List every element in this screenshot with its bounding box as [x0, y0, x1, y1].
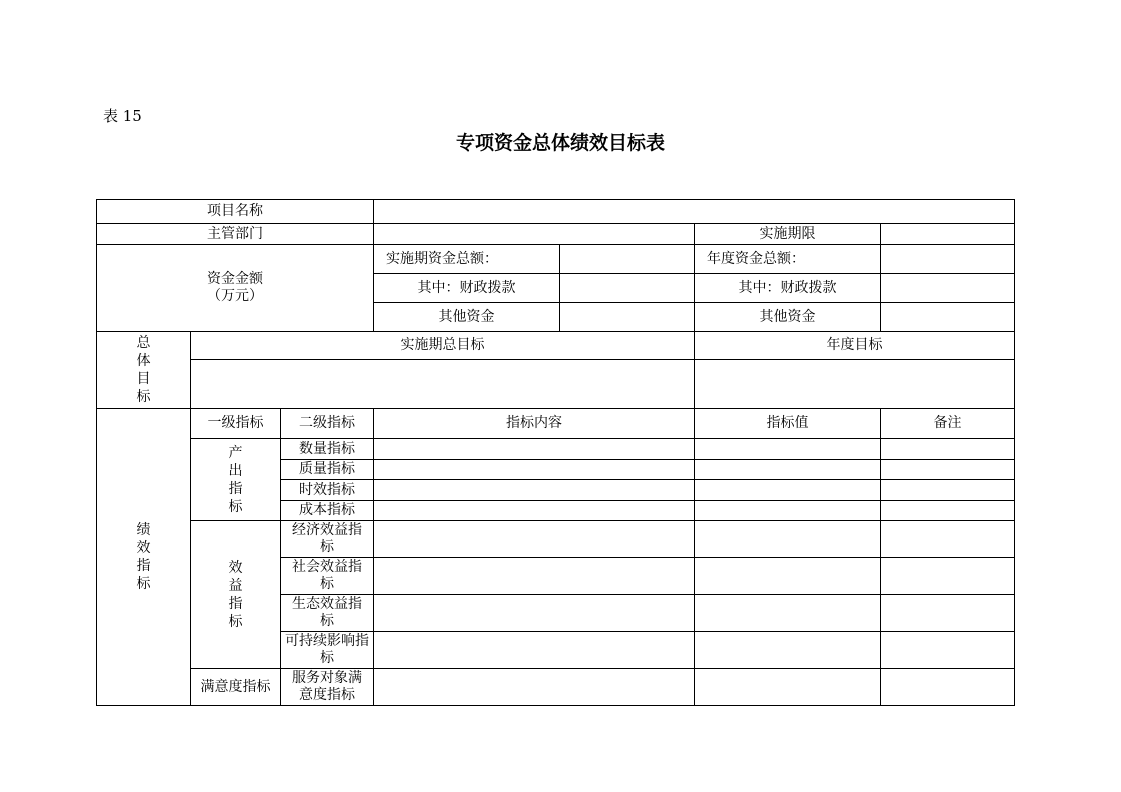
table-row [97, 669, 1015, 706]
value-cell[interactable] [695, 501, 881, 521]
remark-cell[interactable] [881, 460, 1015, 480]
remark-cell[interactable] [881, 501, 1015, 521]
content-cell[interactable] [374, 460, 695, 480]
header-content: 指标内容 [374, 409, 695, 439]
period-goal-label: 实施期总目标 [191, 332, 695, 360]
other-annual-label: 其他资金 [695, 303, 881, 332]
remark-cell[interactable] [881, 521, 1015, 558]
overall-goal-label: 总体目标 [136, 335, 151, 405]
table-row [97, 521, 1015, 558]
annual-goal-value[interactable] [695, 360, 1015, 409]
content-cell[interactable] [374, 480, 695, 501]
performance-target-table [96, 199, 1015, 706]
table-row [97, 439, 1015, 460]
value-cell[interactable] [695, 632, 881, 669]
funds-label-cell [97, 245, 374, 332]
content-cell[interactable] [374, 669, 695, 706]
content-cell[interactable] [374, 558, 695, 595]
fiscal-annual-value[interactable] [881, 274, 1015, 303]
value-cell[interactable] [695, 480, 881, 501]
annual-total-value[interactable] [881, 245, 1015, 274]
project-name-value[interactable] [374, 200, 1015, 224]
content-cell[interactable] [374, 501, 695, 521]
table-row [97, 245, 1015, 274]
value-cell[interactable] [695, 595, 881, 632]
table-number: 表 15 [103, 107, 142, 125]
fiscal-period-label: 其中：财政拨款 [374, 274, 560, 303]
annual-goal-label: 年度目标 [695, 332, 1015, 360]
benefit-label-cell [191, 521, 281, 669]
table-row [97, 200, 1015, 224]
funds-unit: （万元） [207, 288, 263, 304]
table-row [97, 409, 1015, 439]
remark-cell[interactable] [881, 558, 1015, 595]
output-item: 质量指标 [281, 460, 374, 480]
project-name-label: 项目名称 [97, 200, 374, 224]
satisfaction-item: 服务对象满意度指标 [281, 669, 374, 706]
header-value: 指标值 [695, 409, 881, 439]
output-label-cell [191, 439, 281, 521]
fiscal-annual-label: 其中：财政拨款 [695, 274, 881, 303]
value-cell[interactable] [695, 669, 881, 706]
header-remark: 备注 [881, 409, 1015, 439]
benefit-item: 经济效益指标 [281, 521, 374, 558]
content-cell[interactable] [374, 439, 695, 460]
remark-cell[interactable] [881, 480, 1015, 501]
content-cell[interactable] [374, 521, 695, 558]
period-total-value[interactable] [560, 245, 695, 274]
period-goal-value[interactable] [191, 360, 695, 409]
other-period-value[interactable] [560, 303, 695, 332]
value-cell[interactable] [695, 439, 881, 460]
output-label: 产出指标 [228, 444, 243, 515]
period-label: 实施期限 [695, 224, 881, 245]
overall-goal-label-cell [97, 332, 191, 409]
department-label: 主管部门 [97, 224, 374, 245]
header-level1: 一级指标 [191, 409, 281, 439]
remark-cell[interactable] [881, 439, 1015, 460]
satisfaction-label: 满意度指标 [191, 669, 281, 706]
remark-cell[interactable] [881, 632, 1015, 669]
content-cell[interactable] [374, 632, 695, 669]
benefit-item: 可持续影响指标 [281, 632, 374, 669]
indicators-label-cell [97, 409, 191, 706]
funds-label: 资金金额 [207, 271, 263, 287]
benefit-item: 生态效益指标 [281, 595, 374, 632]
value-cell[interactable] [695, 558, 881, 595]
remark-cell[interactable] [881, 595, 1015, 632]
table-row [97, 360, 1015, 409]
fiscal-period-value[interactable] [560, 274, 695, 303]
benefit-label: 效益指标 [228, 559, 243, 630]
value-cell[interactable] [695, 460, 881, 480]
table-row [97, 224, 1015, 245]
department-value[interactable] [374, 224, 695, 245]
annual-total-label: 年度资金总额： [695, 245, 881, 274]
period-total-label: 实施期资金总额： [374, 245, 560, 274]
other-annual-value[interactable] [881, 303, 1015, 332]
period-value[interactable] [881, 224, 1015, 245]
remark-cell[interactable] [881, 669, 1015, 706]
output-item: 数量指标 [281, 439, 374, 460]
content-cell[interactable] [374, 595, 695, 632]
other-period-label: 其他资金 [374, 303, 560, 332]
output-item: 时效指标 [281, 480, 374, 501]
benefit-item: 社会效益指标 [281, 558, 374, 595]
page-title: 专项资金总体绩效目标表 [455, 132, 665, 154]
value-cell[interactable] [695, 521, 881, 558]
table-row [97, 332, 1015, 360]
indicators-label: 绩效指标 [136, 522, 151, 592]
output-item: 成本指标 [281, 501, 374, 521]
header-level2: 二级指标 [281, 409, 374, 439]
